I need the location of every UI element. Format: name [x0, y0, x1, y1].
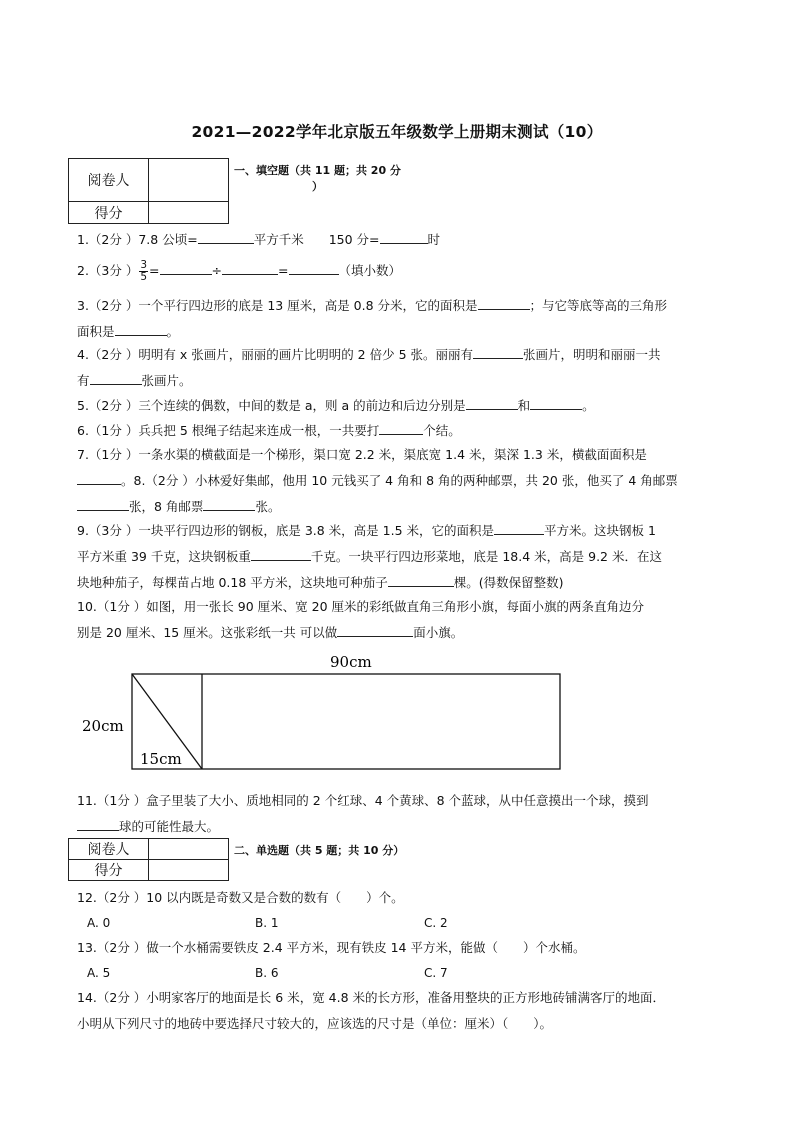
- question-2: [77, 258, 727, 284]
- question-1: [77, 227, 727, 253]
- q8-text-d: 张。: [255, 499, 281, 514]
- q5-text-b: 和: [517, 398, 531, 413]
- answer-blank[interactable]: [203, 496, 255, 511]
- q2-div: ÷: [211, 263, 223, 278]
- q2-prefix: 2.（3分 ）: [77, 263, 139, 278]
- section-heading-line2: ）: [312, 180, 323, 193]
- q11-text-a: 11.（1分 ）盒子里装了大小、质地相同的 2 个红球、4 个黄球、8 个蓝球，从中任意摸出一个球，摸到: [77, 793, 649, 808]
- answer-blank[interactable]: [337, 622, 413, 637]
- answer-blank[interactable]: [379, 420, 423, 435]
- q3-text-a: 3.（2分 ）一个平行四边形的底是 13 厘米，高是 0.8 分米，它的面积是: [77, 298, 478, 313]
- score-cell[interactable]: [149, 202, 229, 224]
- q3-text-c: 面积是: [77, 324, 115, 339]
- q10-text-c: 面小旗。: [413, 625, 464, 640]
- q5-text-c: 。: [582, 398, 595, 413]
- option-b[interactable]: B. 6: [255, 966, 279, 980]
- question-13: [77, 935, 727, 961]
- q1-prefix: 1.（2分 ）7.8 公顷=: [77, 232, 198, 247]
- section-heading: [234, 163, 414, 195]
- score-label: 得分: [69, 860, 149, 881]
- q9-text-c: 平方米重 39 千克，这块钢板重: [77, 549, 251, 564]
- reviewer-label: 阅卷人: [69, 839, 149, 860]
- paper-rectangle: [132, 674, 560, 769]
- q5-text-a: 5.（2分 ）三个连续的偶数，中间的数是 a，则 a 的前边和后边分别是: [77, 398, 466, 413]
- answer-blank[interactable]: [90, 370, 142, 385]
- question-14: [77, 985, 727, 1037]
- q2-end: （填小数）: [338, 263, 402, 278]
- answer-blank[interactable]: [251, 546, 311, 561]
- q9-text-d: 千克。一块平行四边形菜地，底是 18.4 米，高是 9.2 米．在这: [310, 549, 662, 564]
- answer-blank[interactable]: [466, 395, 518, 410]
- reviewer-label: 阅卷人: [69, 159, 149, 202]
- q14-text-b: 小明从下列尺寸的地砖中要选择尺寸较大的，应该选的尺寸是（单位：厘米）（ ）。: [77, 1016, 553, 1031]
- q12-text: 12.（2分 ）10 以内既是奇数又是合数的数有（ ）个。: [77, 890, 404, 905]
- paper-figure: [78, 650, 568, 775]
- reviewer-cell[interactable]: [149, 839, 229, 860]
- q13-text: 13.（2分 ）做一个水桶需要铁皮 2.4 平方米，现有铁皮 14 平方米，能做（ ）个水桶。: [77, 940, 586, 955]
- section-heading-line1: 一、填空题（共 11 题；共 20 分: [234, 164, 401, 177]
- answer-blank[interactable]: [198, 229, 254, 244]
- q1-mid: 平方千米 150 分=: [253, 232, 380, 247]
- q10-text-b: 别是 20 厘米、15 厘米。这张彩纸一共 可以做: [77, 625, 338, 640]
- q4-text-a: 4.（2分 ）明明有 x 张画片，丽丽的画片比明明的 2 倍少 5 张。丽丽有: [77, 347, 473, 362]
- answer-blank[interactable]: [530, 395, 582, 410]
- score-table: [68, 838, 229, 881]
- option-c[interactable]: C. 7: [424, 966, 448, 980]
- q6-text-a: 6.（1分 ）兵兵把 5 根绳子结起来连成一根，一共要打: [77, 423, 380, 438]
- q10-text-a: 10.（1分 ）如图，用一张长 90 厘米、宽 20 厘米的彩纸做直角三角形小旗，每面小旗的两条直角边分: [77, 599, 645, 614]
- answer-blank[interactable]: [77, 470, 121, 485]
- answer-blank[interactable]: [115, 321, 167, 336]
- q9-text-b: 平方米。这块钢板 1: [544, 523, 656, 538]
- q4-text-b: 张画片，明明和丽丽一共: [523, 347, 661, 362]
- answer-blank[interactable]: [77, 816, 119, 831]
- q6-text-b: 个结。: [423, 423, 461, 438]
- answer-blank[interactable]: [478, 295, 530, 310]
- option-a[interactable]: A. 0: [87, 916, 111, 930]
- q11-text-b: 球的可能性最大。: [119, 819, 220, 834]
- q7-text-b: 。8.（2分 ）小林爱好集邮，他用 10 元钱买了 4 角和 8 角的两种邮票，共 20 张，他买了 4 角邮票: [121, 473, 678, 488]
- answer-blank[interactable]: [380, 229, 428, 244]
- question-3: [77, 293, 727, 345]
- score-label: 得分: [69, 202, 149, 224]
- question-9: [77, 518, 727, 596]
- q3-text-d: 。: [166, 324, 180, 339]
- question-12: [77, 885, 727, 911]
- q4-text-d: 张画片。: [141, 373, 192, 388]
- answer-blank[interactable]: [473, 344, 523, 359]
- question-7: [77, 442, 727, 520]
- q9-text-f: 棵。(得数保留整数): [453, 575, 564, 590]
- figure-top-label: 90cm: [330, 653, 372, 671]
- q2-eq2: =: [278, 263, 289, 278]
- q8-text-c: 张，8 角邮票: [129, 499, 204, 514]
- section-heading: 二、单选题（共 5 题；共 10 分）: [234, 844, 405, 857]
- answer-blank[interactable]: [77, 496, 129, 511]
- figure-bottom-label: 15cm: [140, 750, 182, 768]
- answer-blank[interactable]: [494, 520, 544, 535]
- fraction: [139, 260, 148, 283]
- reviewer-cell[interactable]: [149, 159, 229, 202]
- answer-blank[interactable]: [160, 260, 212, 275]
- page-title: 2021—2022学年北京版五年级数学上册期末测试（10）: [191, 123, 603, 141]
- q7-text-a: 7.（1分 ）一条水渠的横截面是一个梯形，渠口宽 2.2 米，渠底宽 1.4 米，渠深 1.3 米，横截面面积是: [77, 447, 647, 462]
- answer-blank[interactable]: [388, 572, 454, 587]
- q4-text-c: 有: [77, 373, 90, 388]
- question-4: [77, 342, 727, 394]
- q2-eq: =: [149, 263, 160, 278]
- option-b[interactable]: B. 1: [255, 916, 279, 930]
- q1-end: 时: [427, 232, 441, 247]
- q9-text-e: 块地种茄子，每棵苗占地 0.18 平方米，这块地可种茄子: [77, 575, 388, 590]
- question-6: [77, 418, 727, 444]
- answer-blank[interactable]: [289, 260, 339, 275]
- score-cell[interactable]: [149, 860, 229, 881]
- fraction-denominator: 5: [140, 271, 148, 283]
- figure-left-label: 20cm: [82, 717, 124, 735]
- q14-text-a: 14.（2分 ）小明家客厅的地面是长 6 米，宽 4.8 米的长方形，准备用整块的正方形地砖铺满客厅的地面．: [77, 990, 666, 1005]
- option-c[interactable]: C. 2: [424, 916, 448, 930]
- question-11: [77, 788, 727, 840]
- score-table: [68, 158, 229, 224]
- option-a[interactable]: A. 5: [87, 966, 111, 980]
- fraction-numerator: 3: [140, 259, 148, 271]
- q9-text-a: 9.（3分 ）一块平行四边形的钢板，底是 3.8 米，高是 1.5 米，它的面积是: [77, 523, 495, 538]
- answer-blank[interactable]: [222, 260, 278, 275]
- q3-text-b: ；与它等底等高的三角形: [529, 298, 668, 313]
- question-10: [77, 594, 727, 646]
- question-5: [77, 393, 727, 419]
